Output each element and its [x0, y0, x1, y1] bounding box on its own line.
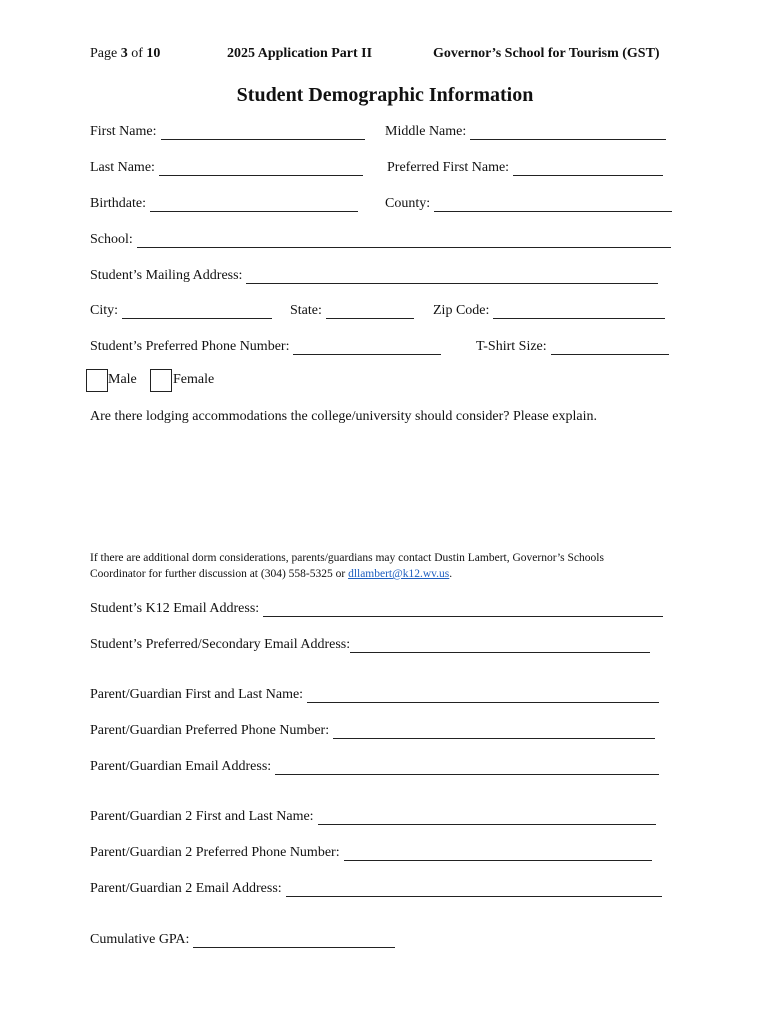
birthdate-label: Birthdate: — [90, 196, 146, 211]
gpa-label: Cumulative GPA: — [90, 932, 190, 947]
tshirt-size-label: T-Shirt Size: — [476, 339, 547, 354]
county-field[interactable] — [385, 192, 672, 212]
pg2-phone-input-line[interactable] — [344, 846, 652, 861]
school-input-line[interactable] — [137, 233, 671, 248]
pg2-name-input-line[interactable] — [318, 810, 656, 825]
mailing-address-input-line[interactable] — [246, 269, 658, 284]
student-phone-input-line[interactable] — [293, 340, 441, 355]
middle-name-field[interactable] — [385, 120, 666, 140]
mailing-address-field[interactable] — [90, 264, 658, 284]
last-name-label: Last Name: — [90, 160, 155, 175]
secondary-email-field[interactable] — [90, 633, 650, 653]
school-label: School: — [90, 232, 133, 247]
pg2-name-label: Parent/Guardian 2 First and Last Name: — [90, 809, 314, 824]
preferred-first-name-input-line[interactable] — [513, 161, 663, 176]
first-name-field[interactable] — [90, 120, 365, 140]
pg-email-input-line[interactable] — [275, 760, 659, 775]
mailing-address-label: Student’s Mailing Address: — [90, 268, 243, 283]
pg-email-field[interactable] — [90, 755, 659, 775]
pg2-phone-field[interactable] — [90, 841, 652, 861]
female-checkbox[interactable] — [150, 369, 172, 392]
middle-name-label: Middle Name: — [385, 124, 467, 139]
dorm-note-line2: Coordinator for further discussion at (304) 558-5325 or dllambert@k12.wv.us. — [90, 568, 453, 580]
page-indicator: Page 3 of 10 — [90, 46, 161, 61]
pg-name-input-line[interactable] — [307, 688, 659, 703]
dorm-note — [90, 550, 604, 582]
pg2-email-input-line[interactable] — [286, 882, 662, 897]
last-name-input-line[interactable] — [159, 161, 363, 176]
pg2-name-field[interactable] — [90, 805, 656, 825]
city-label: City: — [90, 303, 119, 318]
secondary-email-input-line[interactable] — [350, 638, 650, 653]
lodging-question: Are there lodging accommodations the college/university should consider? Please explain. — [90, 409, 597, 424]
pg-phone-field[interactable] — [90, 719, 655, 739]
preferred-first-name-label: Preferred First Name: — [387, 160, 510, 175]
header-school-name: Governor’s School for Tourism (GST) — [433, 46, 660, 61]
k12-email-input-line[interactable] — [263, 602, 663, 617]
k12-email-field[interactable] — [90, 597, 663, 617]
state-field[interactable] — [290, 299, 414, 319]
lodging-answer-area[interactable] — [90, 432, 680, 542]
pg2-email-label: Parent/Guardian 2 Email Address: — [90, 881, 282, 896]
pg-email-label: Parent/Guardian Email Address: — [90, 759, 272, 774]
zip-field[interactable] — [433, 299, 665, 319]
pg-phone-input-line[interactable] — [333, 724, 655, 739]
state-label: State: — [290, 303, 322, 318]
birthdate-input-line[interactable] — [150, 197, 358, 212]
tshirt-size-field[interactable] — [476, 335, 669, 355]
page-title: Student Demographic Information — [236, 84, 534, 106]
preferred-first-name-field[interactable] — [387, 156, 663, 176]
zip-label: Zip Code: — [433, 303, 490, 318]
female-label: Female — [173, 372, 215, 387]
gpa-field[interactable] — [90, 928, 395, 948]
state-input-line[interactable] — [326, 304, 414, 319]
k12-email-label: Student’s K12 Email Address: — [90, 601, 260, 616]
male-label: Male — [108, 372, 137, 387]
student-phone-field[interactable] — [90, 335, 441, 355]
middle-name-input-line[interactable] — [470, 125, 666, 140]
zip-input-line[interactable] — [493, 304, 665, 319]
birthdate-field[interactable] — [90, 192, 358, 212]
first-name-label: First Name: — [90, 124, 157, 139]
student-phone-label: Student’s Preferred Phone Number: — [90, 339, 290, 354]
header-application-part: 2025 Application Part II — [227, 46, 373, 61]
first-name-input-line[interactable] — [161, 125, 365, 140]
pg-phone-label: Parent/Guardian Preferred Phone Number: — [90, 723, 330, 738]
county-input-line[interactable] — [434, 197, 672, 212]
coordinator-email-link[interactable]: dllambert@k12.wv.us — [348, 568, 450, 580]
county-label: County: — [385, 196, 431, 211]
school-field[interactable] — [90, 228, 671, 248]
last-name-field[interactable] — [90, 156, 363, 176]
city-input-line[interactable] — [122, 304, 272, 319]
pg-name-field[interactable] — [90, 683, 659, 703]
secondary-email-label: Student’s Preferred/Secondary Email Address: — [90, 637, 351, 652]
pg-name-label: Parent/Guardian First and Last Name: — [90, 687, 304, 702]
male-checkbox[interactable] — [86, 369, 108, 392]
gpa-input-line[interactable] — [193, 933, 395, 948]
tshirt-size-input-line[interactable] — [551, 340, 669, 355]
pg2-phone-label: Parent/Guardian 2 Preferred Phone Number: — [90, 845, 340, 860]
city-field[interactable] — [90, 299, 272, 319]
pg2-email-field[interactable] — [90, 877, 662, 897]
dorm-note-line1: If there are additional dorm considerations, parents/guardians may contact Dustin Lambert, Governor’s Schools — [90, 552, 604, 564]
